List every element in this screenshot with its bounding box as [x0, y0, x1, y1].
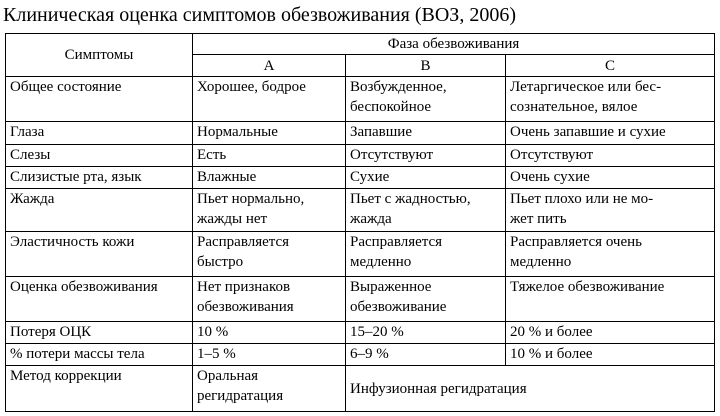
table-title: Клиническая оценка симптомов обезвоживания (ВОЗ, 2006) — [3, 4, 516, 26]
table-row — [6, 189, 715, 232]
table-row-correction — [6, 366, 715, 412]
header-symptoms: Симптомы — [6, 34, 193, 77]
table-row — [6, 167, 715, 189]
phase-a-cell: Оральная регидратация — [193, 366, 346, 412]
phase-c-cell: Расправляется очень медленно — [506, 232, 715, 277]
phase-a-cell: Нормальные — [193, 122, 346, 145]
phase-c-cell: Отсутствуют — [506, 145, 715, 167]
table-row — [6, 277, 715, 322]
symptom-cell: Слизистые рта, язык — [6, 167, 193, 189]
phase-c-cell: Пьет плохо или не мо- жет пить — [506, 189, 715, 232]
header-row — [6, 34, 715, 55]
table-row — [6, 322, 715, 344]
symptom-cell: Потеря ОЦК — [6, 322, 193, 344]
phase-c-cell: Очень сухие — [506, 167, 715, 189]
phase-b-cell: Пьет с жадностью, жажда — [346, 189, 506, 232]
symptom-cell: Слезы — [6, 145, 193, 167]
table-row — [6, 77, 715, 122]
phase-c-cell: 20 % и более — [506, 322, 715, 344]
phase-c-cell: Летаргическое или бес- сознательное, вялое — [506, 77, 715, 122]
phase-a-cell: Влажные — [193, 167, 346, 189]
symptom-cell: Общее состояние — [6, 77, 193, 122]
symptom-cell: Эластичность кожи — [6, 232, 193, 277]
phase-b-cell: Расправляется медленно — [346, 232, 506, 277]
phase-a-cell: Пьет нормально, жажды нет — [193, 189, 346, 232]
phase-b-cell: Запавшие — [346, 122, 506, 145]
header-phase-b: B — [346, 55, 506, 77]
phase-b-cell: Отсутствуют — [346, 145, 506, 167]
phase-c-cell: 10 % и более — [506, 344, 715, 366]
header-phase-c: C — [506, 55, 715, 77]
phase-b-cell: 6–9 % — [346, 344, 506, 366]
table-row — [6, 145, 715, 167]
symptom-cell: % потери массы тела — [6, 344, 193, 366]
header-phase: Фаза обезвоживания — [193, 34, 715, 55]
phase-b-cell: Возбужденное, беспокойное — [346, 77, 506, 122]
phase-c-cell: Тяжелое обезвоживание — [506, 277, 715, 322]
table-row — [6, 122, 715, 145]
symptom-cell: Глаза — [6, 122, 193, 145]
phase-b-cell: 15–20 % — [346, 322, 506, 344]
phase-a-cell: Расправляется быстро — [193, 232, 346, 277]
phase-c-cell: Очень запавшие и сухие — [506, 122, 715, 145]
header-phase-a: A — [193, 55, 346, 77]
phase-a-cell: Хорошее, бодрое — [193, 77, 346, 122]
table-row — [6, 232, 715, 277]
phase-b-cell: Сухие — [346, 167, 506, 189]
phase-a-cell: Нет признаков обезвоживания — [193, 277, 346, 322]
symptom-cell: Жажда — [6, 189, 193, 232]
phase-a-cell: Есть — [193, 145, 346, 167]
phase-a-cell: 1–5 % — [193, 344, 346, 366]
symptoms-table — [5, 33, 715, 412]
symptom-cell: Оценка обезвоживания — [6, 277, 193, 322]
phase-bc-cell: Инфузионная регидратация — [346, 366, 715, 412]
symptom-cell: Метод коррекции — [6, 366, 193, 412]
phase-b-cell: Выраженное обезвоживание — [346, 277, 506, 322]
phase-a-cell: 10 % — [193, 322, 346, 344]
table-row — [6, 344, 715, 366]
